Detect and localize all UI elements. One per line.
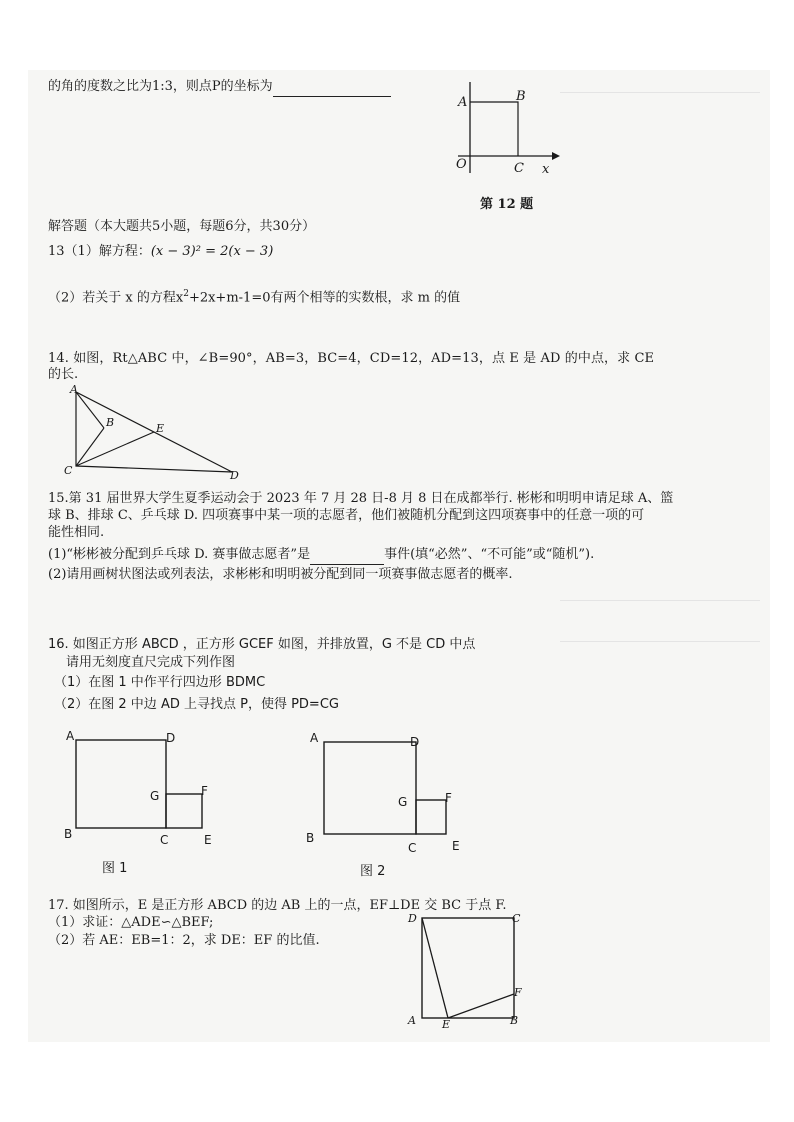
label-A: A xyxy=(408,1014,416,1027)
top-line-text: 的角的度数之比为1:3，则点P的坐标为 xyxy=(48,79,273,94)
label-O: O xyxy=(456,157,467,172)
q17-part2: （2）若 AE：EB=1：2，求 DE：EF 的比值. xyxy=(48,933,320,948)
q14-figure xyxy=(58,384,248,484)
rect-abco xyxy=(470,102,518,156)
q13-part2: （2）若关于 x 的方程$x^2+2x+m-1=0$有两个相等的实数根，求 m 的值 xyxy=(48,289,461,306)
label-D: D xyxy=(410,735,420,749)
q14-line1: 14. 如图，Rt△ABC 中，∠B=90°，AB=3，BC=4，CD=12，AD=13，点 E 是 AD 的中点，求 CE xyxy=(48,351,655,366)
label-B: B xyxy=(510,1014,519,1027)
square-abcd xyxy=(422,918,514,1018)
answer-blank xyxy=(273,78,391,97)
square-gcef xyxy=(416,800,446,834)
q15-part2: (2)请用画树状图法或列表法，求彬彬和明明被分配到同一项赛事做志愿者的概率. xyxy=(48,567,513,582)
q16-figure-2 xyxy=(306,730,476,856)
fig2-caption: 图 2 xyxy=(360,864,386,879)
q13-part1: 13（1）解方程：(x − 3)² = 2(x − 3) xyxy=(48,244,274,259)
segment-ce xyxy=(76,432,154,466)
segment-ef xyxy=(448,994,514,1018)
square-abcd xyxy=(324,742,416,834)
label-C: C xyxy=(408,841,417,855)
label-D: D xyxy=(408,912,417,925)
square-abcd xyxy=(76,740,166,828)
q16-line2: 请用无刻度直尺完成下列作图 xyxy=(66,655,236,670)
label-x: x xyxy=(542,162,550,177)
label-F: F xyxy=(445,791,452,805)
label-C: C xyxy=(64,464,73,477)
label-D: D xyxy=(166,731,176,745)
segment-de xyxy=(422,918,448,1018)
fig12-caption: 第 12 题 xyxy=(480,197,534,212)
fig1-caption: 图 1 xyxy=(102,861,128,876)
square-gcef xyxy=(166,794,202,828)
q15-line3: 能性相同. xyxy=(48,525,105,540)
label-A: A xyxy=(66,729,75,743)
label-E: E xyxy=(204,833,212,847)
q17-part1: （1）求证：△ADE∽△BEF; xyxy=(48,915,214,930)
label-C: C xyxy=(160,833,169,847)
bleed-through-area xyxy=(560,600,760,642)
label-E: E xyxy=(452,839,460,853)
section-heading: 解答题（本大题共5小题，每题6分，共30分） xyxy=(48,219,316,234)
q14-line2: 的长. xyxy=(48,367,79,382)
label-C: C xyxy=(512,912,521,925)
label-F: F xyxy=(514,986,522,999)
label-A: A xyxy=(70,383,78,396)
label-F: F xyxy=(201,784,208,798)
label-B: B xyxy=(306,831,315,845)
label-D: D xyxy=(230,469,239,482)
answer-blank xyxy=(310,546,384,565)
q17-line1: 17. 如图所示，E 是正方形 ABCD 的边 AB 上的一点，EF⊥DE 交 BC 于点 F. xyxy=(48,898,507,913)
label-B: B xyxy=(516,89,526,104)
q15-part1: (1)“彬彬被分配到乒乓球 D. 赛事做志愿者”是 事件(填“必然”、“不可能”或“随机”). xyxy=(48,546,594,565)
q15-line2: 球 B、排球 C、乒乓球 D. 四项赛事中某一项的志愿者，他们被随机分配到这四项赛事中的任意一项的可 xyxy=(48,508,645,523)
label-E: E xyxy=(442,1018,451,1031)
x-axis-arrow xyxy=(552,152,560,160)
label-A: A xyxy=(310,731,319,745)
q15-line1: 15.第 31 届世界大学生夏季运动会于 2023 年 7 月 28 日-8 月 8 日在成都举行. 彬彬和明明申请足球 A、篮 xyxy=(48,491,674,506)
label-B: B xyxy=(64,827,73,841)
top-line xyxy=(48,78,391,97)
q16-part1: （1）在图 1 中作平行四边形 BDMC xyxy=(54,675,266,690)
bleed-through-area xyxy=(560,92,760,153)
label-G: G xyxy=(150,789,160,803)
q16-figure-1 xyxy=(62,728,232,854)
q17-figure xyxy=(400,908,540,1032)
figure-12 xyxy=(440,78,570,208)
label-C: C xyxy=(514,161,524,176)
label-G: G xyxy=(398,795,408,809)
label-A: A xyxy=(458,95,468,110)
q16-line1: 16. 如图正方形 ABCD ，正方形 GCEF 如图，并排放置，G 不是 CD 中点 xyxy=(48,637,476,652)
q16-part2: （2）在图 2 中边 AD 上寻找点 P，使得 PD=CG xyxy=(54,697,339,712)
segment-ab xyxy=(76,392,104,428)
q13-equation: (x − 3)² = 2(x − 3) xyxy=(150,244,274,259)
label-E: E xyxy=(156,422,165,435)
label-B: B xyxy=(106,416,115,429)
